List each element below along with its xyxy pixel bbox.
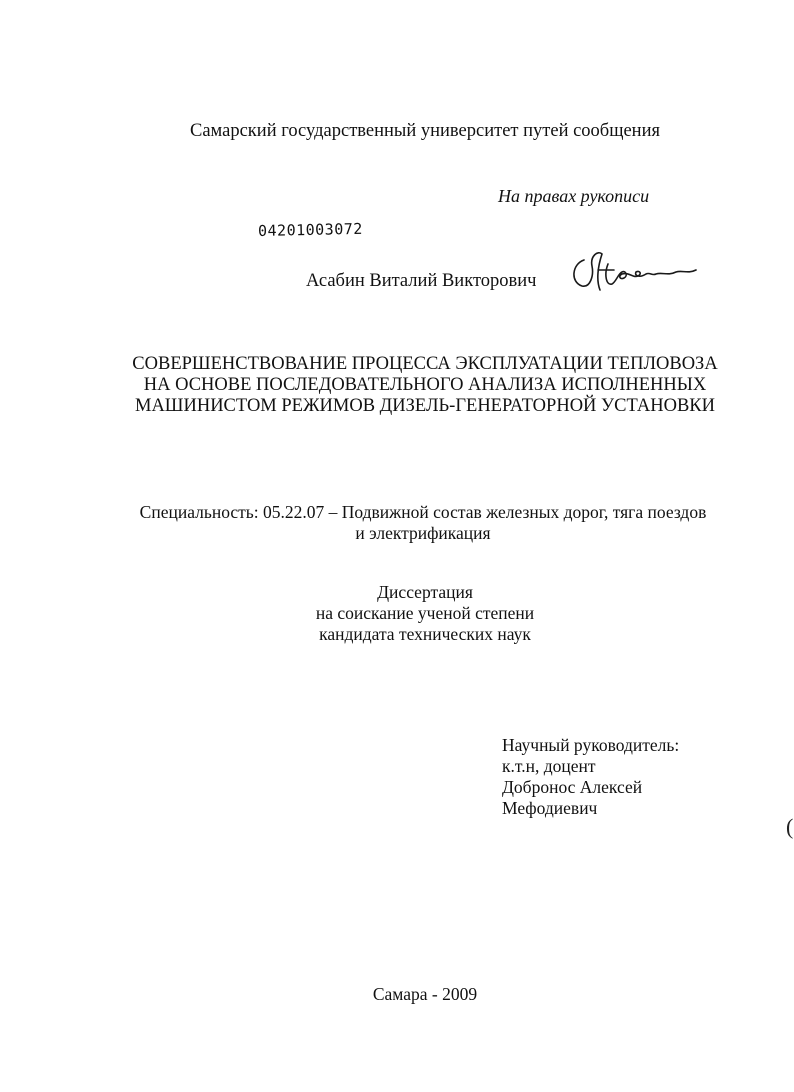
specialty-line: и электрификация [355, 523, 491, 543]
margin-mark: ( [786, 814, 794, 839]
supervisor-line: к.т.н, доцент [502, 756, 596, 776]
title-line: МАШИНИСТОМ РЕЖИМОВ ДИЗЕЛЬ-ГЕНЕРАТОРНОЙ УСТАНОВКИ [135, 396, 715, 416]
degree-line: кандидата технических наук [319, 624, 531, 644]
author-name: Асабин Виталий Викторович [306, 271, 537, 291]
title-line: НА ОСНОВЕ ПОСЛЕДОВАТЕЛЬНОГО АНАЛИЗА ИСПОЛНЕННЫХ [143, 375, 707, 395]
city-year: Самара - 2009 [372, 984, 478, 1004]
supervisor-line: Научный руководитель: [502, 735, 680, 755]
specialty-line: Специальность: 05.22.07 – Подвижной состав железных дорог, тяга поездов [139, 502, 707, 522]
specialty-block [0, 502, 794, 544]
dissertation-title [0, 354, 794, 417]
author-signature [568, 246, 708, 294]
manuscript-rights-note: На правах рукописи [498, 186, 650, 206]
university-name: Самарский государственный университет путей сообщения [190, 121, 660, 141]
supervisor-block [502, 735, 679, 819]
document-number-stamp: 04201003072 [257, 219, 364, 240]
title-line: СОВЕРШЕНСТВОВАНИЕ ПРОЦЕССА ЭКСПЛУАТАЦИИ ТЕПЛОВОЗА [132, 354, 718, 374]
supervisor-line: Добронос Алексей [502, 777, 643, 797]
degree-line: на соискание ученой степени [315, 603, 535, 623]
degree-line: Диссертация [377, 582, 473, 602]
supervisor-line: Мефодиевич [502, 798, 598, 818]
degree-block [0, 582, 794, 645]
